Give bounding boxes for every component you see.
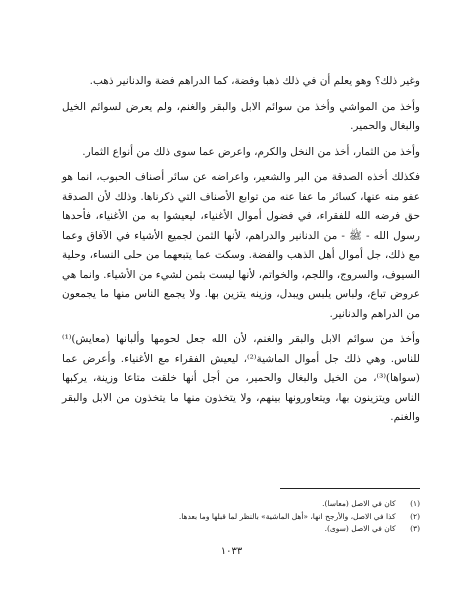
footnote-divider (280, 488, 420, 489)
main-text (62, 72, 420, 434)
paragraph: فكذلك أخذه الصدقة من البر والشعير، واعراضه عن سائر أصناف الحبوب، انما هو عفو منه عنها، كسائر ما عفا عنه من توابع الأصناف التي ذكرناها. وذلك لأن الصدقة حق فرضه الله للفقراء، في فضول أموال الأغنياء، ليعيشوا به من الأغنياء، فأحدها رسول الله - ﷺ - من الدنانير والدراهم، لأنها الثمن لجميع الأشياء في الآفاق وعما مع ذلك، جل أموال أهل الذهب والفضة. وسكت عما يتبعهما من حلى النساء، وحلية السيوف، والسروج، واللجم، والخواتم، لأنها ليست بثمن لشيء من الأشياء. وانما هي عروض تباع، ولباس يلبس ويبدل، وزينه يتزين بها. ولا يجمع الناس منها ما يجمعون من الدراهم والدنانير. (62, 171, 420, 320)
footnote-number: (٣) (410, 524, 420, 533)
footnote-number: (٢) (410, 511, 420, 521)
paragraph: وغير ذلك؟ وهو يعلم أن في ذلك ذهبا وفضة، كما الدراهم فضة والدنانير ذهب. (89, 75, 420, 87)
footnotes (120, 498, 420, 536)
footnote-number: (١) (410, 499, 420, 508)
footnote-text: كان في الاصل (معاسا). (322, 499, 396, 508)
footnote-text: كان في الاصل (سوى). (324, 524, 396, 533)
footnote-text: كذا في الاصل، والأرجح انها، «أهل الماشية» بالنظر لما قبلها وما بعدها. (178, 511, 396, 521)
paragraph: وأخذ من المواشي وأخذ من سوائم الابل والبقر والغنم، ولم يعرض لسوائم الخيل والبغال والحمير. (62, 100, 420, 132)
footnote (120, 511, 420, 524)
page-number: ١٠٣٣ (220, 546, 243, 557)
paragraph: وأخذ من سوائم الابل والبقر والغنم، لأن الله جعل لحومها وألبانها (معايش)⁽¹⁾ للناس. وهي ذلك جل أموال الماشية⁽²⁾، ليعيش الفقراء مع الأغنياء. وأعرض عما (سواها)⁽³⁾، من الخيل والبغال والحمير، من أجل أنها خلقت متاعا وزينة، يركبها الناس ويتزينون بها، ويتعاورونها بينهم، ولا يتخذون منها ما يتخذون من الابل والبقر والغنم. (62, 333, 420, 423)
paragraph: وأخذ من الثمار، أخذ من النخل والكرم، واعرض عما سوى ذلك من أنواع الثمار. (82, 145, 420, 158)
footnote (120, 498, 420, 511)
footnote (120, 523, 420, 536)
